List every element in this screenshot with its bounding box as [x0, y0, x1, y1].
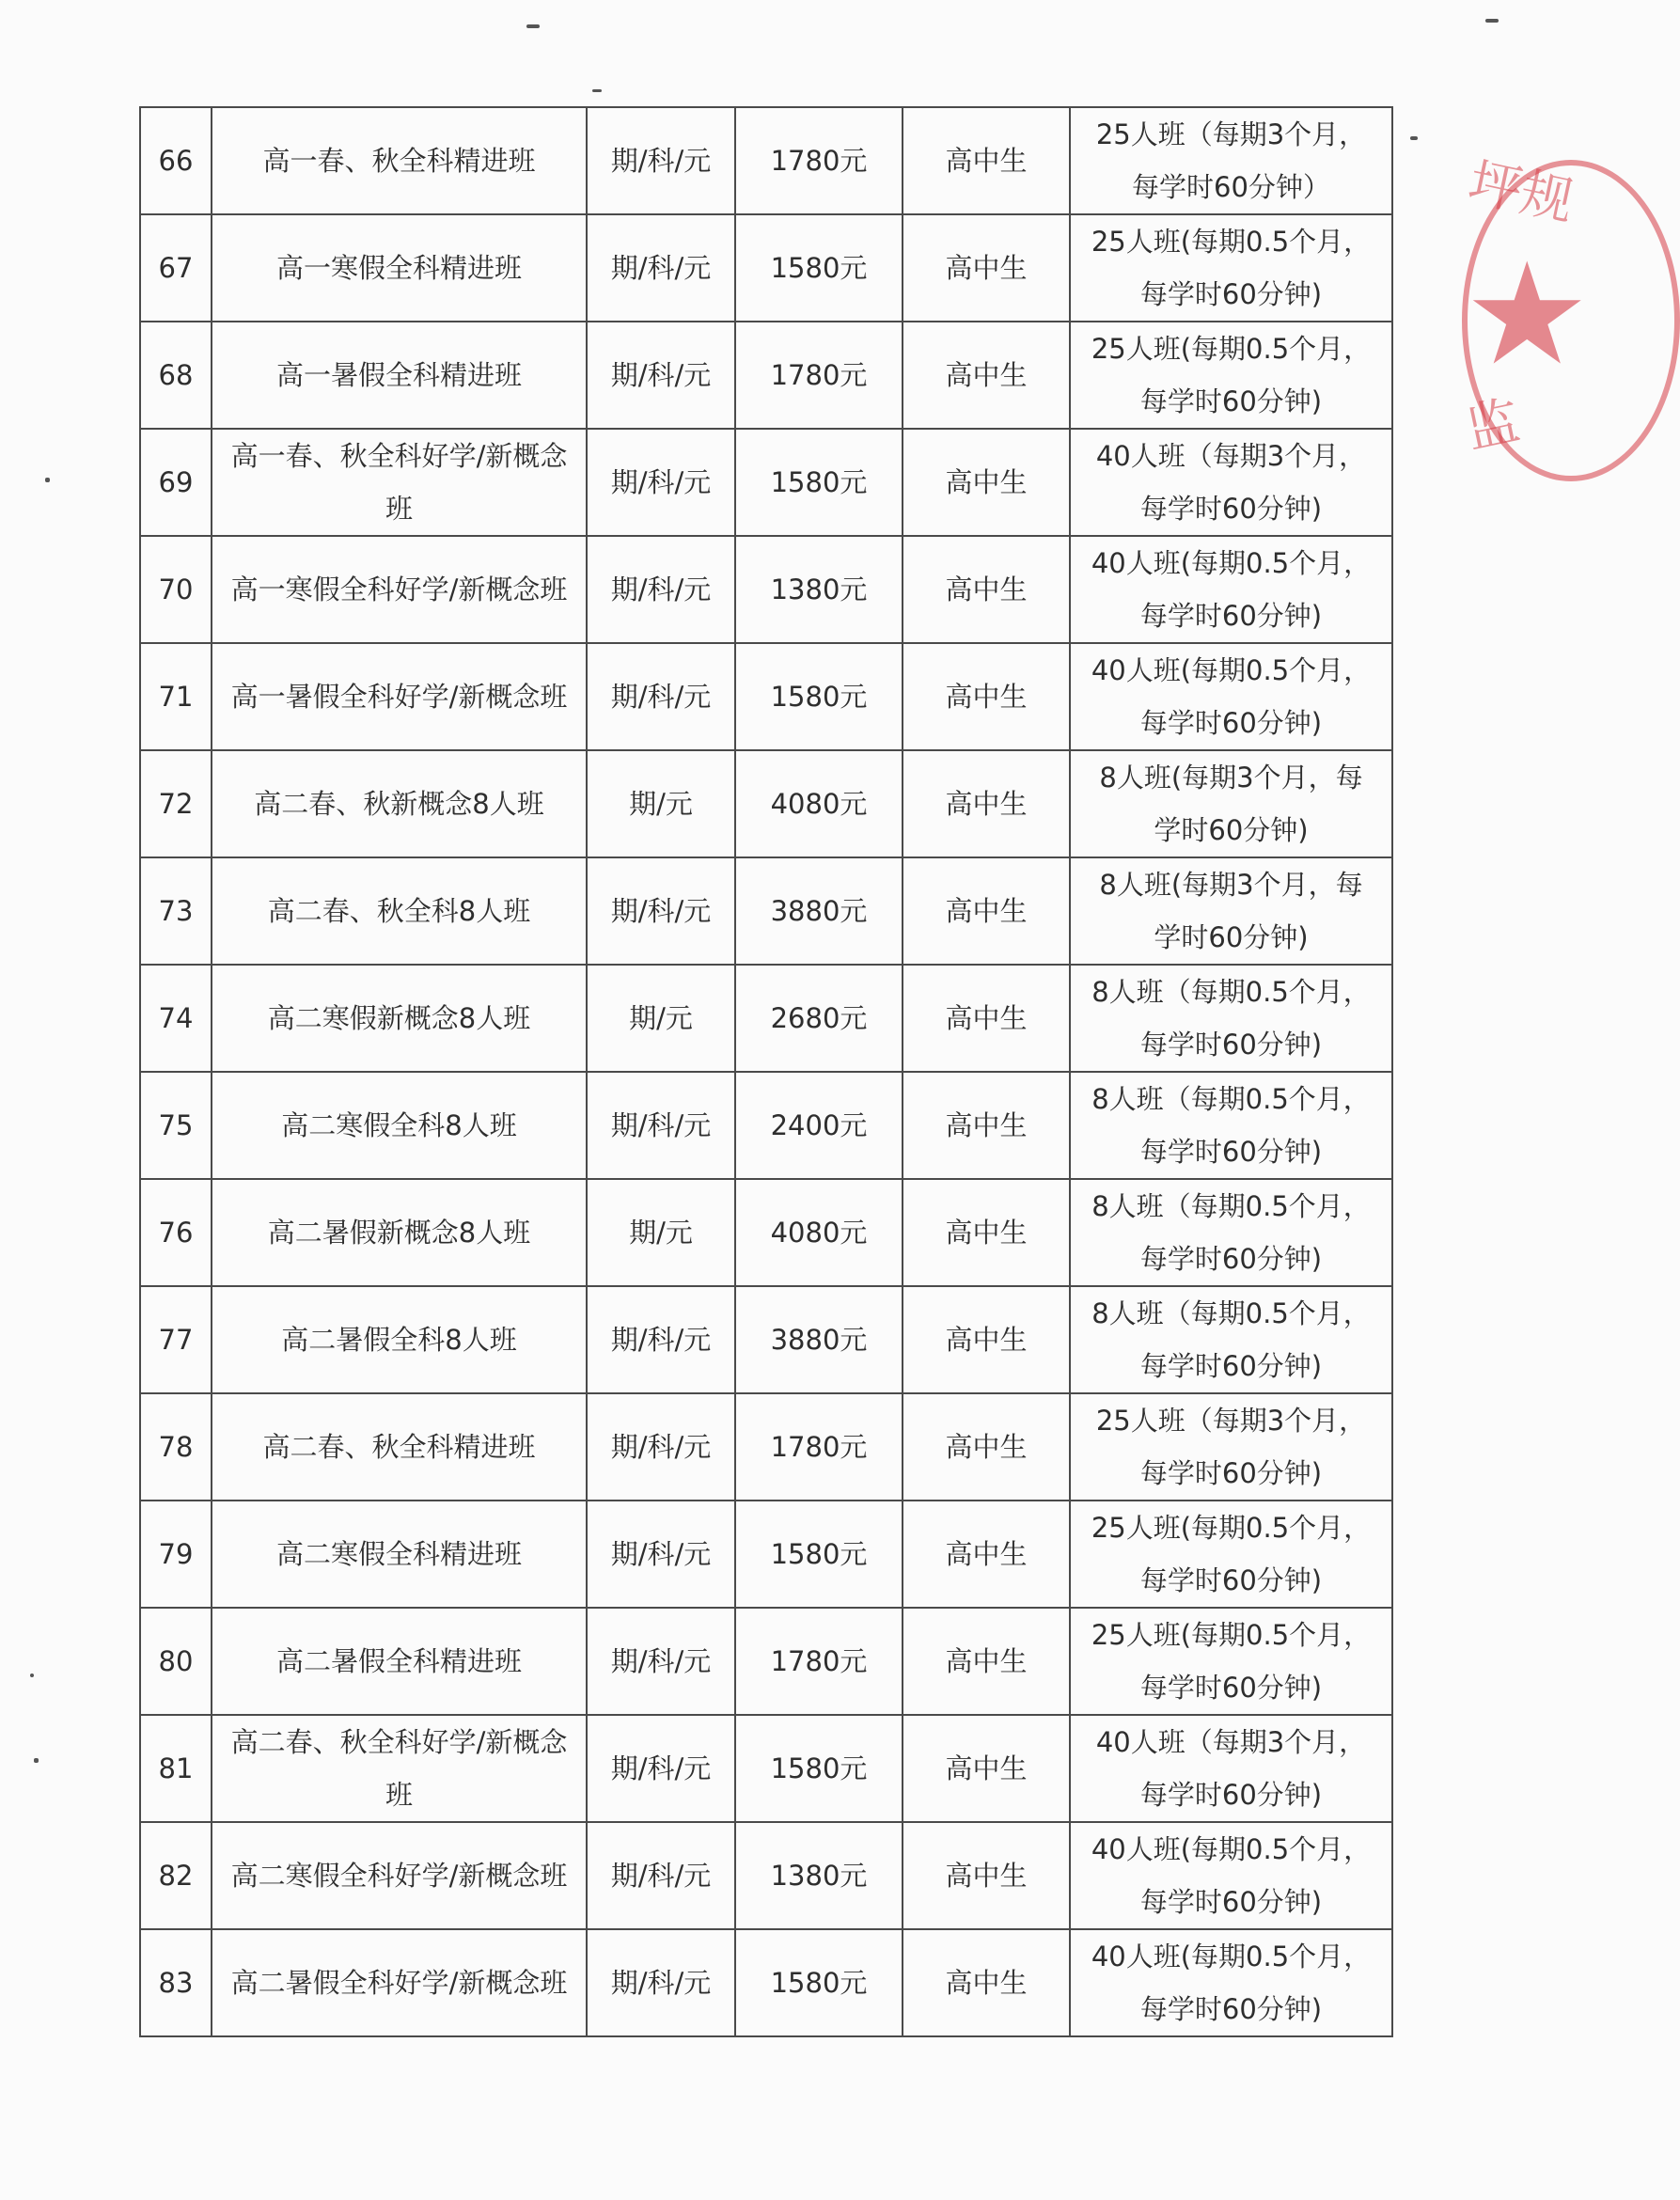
cell-price: 1780元 [735, 322, 903, 429]
cell-target: 高中生 [903, 857, 1070, 965]
cell-unit: 期/元 [587, 965, 735, 1072]
cell-price: 1580元 [735, 1501, 903, 1608]
cell-note [1070, 107, 1392, 214]
cell-price: 1580元 [735, 643, 903, 750]
table-row [140, 1072, 1392, 1179]
cell-course-name: 高一暑假全科好学/新概念班 [212, 643, 587, 750]
table-row [140, 750, 1392, 857]
cell-number: 72 [140, 750, 212, 857]
note-line: 8人班（每期0.5个月， [1091, 976, 1371, 1008]
cell-note [1070, 1929, 1392, 2036]
cell-number: 79 [140, 1501, 212, 1608]
cell-note [1070, 536, 1392, 643]
cell-note [1070, 1608, 1392, 1715]
scan-speck [45, 478, 50, 482]
cell-number: 68 [140, 322, 212, 429]
seal-ring [1462, 160, 1680, 481]
cell-course-name: 高二春、秋全科8人班 [212, 857, 587, 965]
cell-price: 2680元 [735, 965, 903, 1072]
cell-target: 高中生 [903, 1822, 1070, 1929]
table-row [140, 107, 1392, 214]
cell-note [1070, 965, 1392, 1072]
cell-unit: 期/科/元 [587, 1715, 735, 1822]
table-row [140, 1393, 1392, 1501]
fee-table [139, 106, 1393, 2037]
table-row [140, 322, 1392, 429]
cell-number: 71 [140, 643, 212, 750]
note-line: 每学时60分钟) [1139, 707, 1323, 739]
cell-unit: 期/科/元 [587, 1608, 735, 1715]
cell-price: 3880元 [735, 1286, 903, 1393]
cell-price: 1780元 [735, 107, 903, 214]
table-row [140, 1179, 1392, 1286]
cell-number: 78 [140, 1393, 212, 1501]
table-row [140, 1929, 1392, 2036]
cell-target: 高中生 [903, 1501, 1070, 1608]
note-line: 25人班(每期0.5个月， [1091, 1512, 1372, 1544]
cell-unit: 期/科/元 [587, 643, 735, 750]
cell-number: 76 [140, 1179, 212, 1286]
cell-note [1070, 1072, 1392, 1179]
note-line: 每学时60分钟) [1139, 278, 1323, 310]
cell-price: 2400元 [735, 1072, 903, 1179]
seal-text-bottom: 监 [1460, 389, 1526, 462]
cell-target: 高中生 [903, 1179, 1070, 1286]
table-row [140, 965, 1392, 1072]
note-line: 8人班(每期3个月，每 [1099, 869, 1363, 901]
note-line: 25人班(每期0.5个月， [1091, 333, 1372, 365]
table-row [140, 643, 1392, 750]
cell-number: 73 [140, 857, 212, 965]
table-row [140, 1822, 1392, 1929]
note-line: 每学时60分钟) [1139, 1779, 1323, 1811]
fee-table-body [140, 107, 1392, 2036]
cell-unit: 期/科/元 [587, 322, 735, 429]
table-row [140, 536, 1392, 643]
note-line: 每学时60分钟) [1139, 1029, 1323, 1061]
scan-speck [1410, 136, 1418, 140]
note-line: 25人班(每期0.5个月， [1091, 226, 1372, 258]
seal-text-top: 坪规 [1463, 150, 1579, 233]
cell-note [1070, 1286, 1392, 1393]
cell-note [1070, 857, 1392, 965]
table-row [140, 1608, 1392, 1715]
scan-speck [592, 89, 602, 92]
note-line: 40人班（每期3个月， [1095, 440, 1367, 472]
cell-course-name: 高二寒假全科好学/新概念班 [212, 1822, 587, 1929]
cell-note [1070, 1715, 1392, 1822]
note-line: 8人班(每期3个月，每 [1099, 762, 1363, 794]
cell-unit: 期/元 [587, 750, 735, 857]
note-line: 每学时60分钟) [1139, 385, 1323, 417]
cell-course-name: 高一春、秋全科好学/新概念班 [212, 429, 587, 536]
cell-number: 80 [140, 1608, 212, 1715]
note-line: 8人班（每期0.5个月， [1091, 1190, 1371, 1222]
note-line: 25人班（每期3个月， [1095, 1405, 1367, 1437]
cell-number: 77 [140, 1286, 212, 1393]
note-line: 每学时60分钟) [1139, 1564, 1323, 1596]
cell-target: 高中生 [903, 1393, 1070, 1501]
cell-unit: 期/科/元 [587, 429, 735, 536]
table-row [140, 1501, 1392, 1608]
cell-unit: 期/科/元 [587, 1393, 735, 1501]
cell-note [1070, 214, 1392, 322]
note-line: 每学时60分钟) [1139, 1243, 1323, 1275]
cell-note [1070, 1822, 1392, 1929]
note-line: 每学时60分钟) [1139, 1136, 1323, 1168]
cell-number: 66 [140, 107, 212, 214]
scan-speck [1485, 19, 1499, 23]
cell-number: 81 [140, 1715, 212, 1822]
note-line: 每学时60分钟） [1132, 171, 1330, 203]
cell-course-name: 高二春、秋全科精进班 [212, 1393, 587, 1501]
note-line: 40人班(每期0.5个月， [1091, 654, 1372, 686]
cell-target: 高中生 [903, 965, 1070, 1072]
cell-unit: 期/元 [587, 1179, 735, 1286]
note-line: 8人班（每期0.5个月， [1091, 1297, 1371, 1329]
cell-unit: 期/科/元 [587, 536, 735, 643]
cell-course-name: 高二寒假全科8人班 [212, 1072, 587, 1179]
cell-course-name: 高二暑假全科8人班 [212, 1286, 587, 1393]
note-line: 40人班(每期0.5个月， [1091, 1833, 1372, 1865]
cell-price: 4080元 [735, 1179, 903, 1286]
cell-number: 83 [140, 1929, 212, 2036]
cell-unit: 期/科/元 [587, 857, 735, 965]
scan-speck [526, 24, 540, 28]
note-line: 40人班(每期0.5个月， [1091, 1941, 1372, 1972]
cell-target: 高中生 [903, 1608, 1070, 1715]
cell-note [1070, 1179, 1392, 1286]
note-line: 学时60分钟) [1154, 814, 1309, 846]
note-line: 40人班（每期3个月， [1095, 1726, 1367, 1758]
cell-course-name: 高二春、秋新概念8人班 [212, 750, 587, 857]
note-line: 每学时60分钟) [1139, 1350, 1323, 1382]
cell-target: 高中生 [903, 643, 1070, 750]
cell-price: 3880元 [735, 857, 903, 965]
note-line: 每学时60分钟) [1139, 493, 1323, 525]
cell-course-name: 高一春、秋全科精进班 [212, 107, 587, 214]
cell-unit: 期/科/元 [587, 214, 735, 322]
cell-unit: 期/科/元 [587, 1286, 735, 1393]
cell-course-name: 高二暑假全科好学/新概念班 [212, 1929, 587, 2036]
table-row [140, 1715, 1392, 1822]
note-line: 每学时60分钟) [1139, 1457, 1323, 1489]
cell-target: 高中生 [903, 107, 1070, 214]
scan-speck [34, 1758, 39, 1763]
table-row [140, 214, 1392, 322]
cell-unit: 期/科/元 [587, 1072, 735, 1179]
table-row [140, 429, 1392, 536]
cell-course-name: 高二寒假全科精进班 [212, 1501, 587, 1608]
cell-target: 高中生 [903, 322, 1070, 429]
cell-target: 高中生 [903, 429, 1070, 536]
cell-note [1070, 1393, 1392, 1501]
cell-target: 高中生 [903, 1286, 1070, 1393]
cell-course-name: 高二暑假全科精进班 [212, 1608, 587, 1715]
cell-price: 1580元 [735, 1929, 903, 2036]
cell-unit: 期/科/元 [587, 1501, 735, 1608]
cell-target: 高中生 [903, 1072, 1070, 1179]
note-line: 学时60分钟) [1154, 921, 1309, 953]
cell-price: 1380元 [735, 536, 903, 643]
cell-price: 1780元 [735, 1608, 903, 1715]
note-line: 8人班（每期0.5个月， [1091, 1083, 1371, 1115]
cell-course-name: 高一暑假全科精进班 [212, 322, 587, 429]
cell-note [1070, 643, 1392, 750]
cell-unit: 期/科/元 [587, 1822, 735, 1929]
note-line: 每学时60分钟) [1139, 600, 1323, 632]
cell-note [1070, 429, 1392, 536]
table-row [140, 1286, 1392, 1393]
cell-price: 1580元 [735, 429, 903, 536]
cell-price: 1580元 [735, 214, 903, 322]
cell-note [1070, 322, 1392, 429]
cell-number: 70 [140, 536, 212, 643]
cell-price: 1580元 [735, 1715, 903, 1822]
note-line: 25人班(每期0.5个月， [1091, 1619, 1372, 1651]
cell-target: 高中生 [903, 214, 1070, 322]
scan-speck [30, 1674, 34, 1677]
note-line: 25人班（每期3个月， [1095, 118, 1367, 150]
note-line: 每学时60分钟) [1139, 1886, 1323, 1918]
cell-number: 74 [140, 965, 212, 1072]
cell-target: 高中生 [903, 536, 1070, 643]
cell-note [1070, 750, 1392, 857]
cell-number: 82 [140, 1822, 212, 1929]
note-line: 每学时60分钟) [1139, 1993, 1323, 2025]
cell-note [1070, 1501, 1392, 1608]
cell-course-name: 高一寒假全科好学/新概念班 [212, 536, 587, 643]
cell-price: 1380元 [735, 1822, 903, 1929]
cell-price: 4080元 [735, 750, 903, 857]
cell-course-name: 高二春、秋全科好学/新概念班 [212, 1715, 587, 1822]
cell-price: 1780元 [735, 1393, 903, 1501]
cell-unit: 期/科/元 [587, 1929, 735, 2036]
cell-course-name: 高二暑假新概念8人班 [212, 1179, 587, 1286]
cell-target: 高中生 [903, 1715, 1070, 1822]
note-line: 40人班(每期0.5个月， [1091, 547, 1372, 579]
official-seal [1452, 141, 1603, 508]
cell-number: 69 [140, 429, 212, 536]
note-line: 每学时60分钟) [1139, 1672, 1323, 1704]
cell-target: 高中生 [903, 750, 1070, 857]
table-row [140, 857, 1392, 965]
cell-course-name: 高一寒假全科精进班 [212, 214, 587, 322]
cell-number: 75 [140, 1072, 212, 1179]
cell-course-name: 高二寒假新概念8人班 [212, 965, 587, 1072]
star-icon: ★ [1464, 233, 1591, 397]
cell-target: 高中生 [903, 1929, 1070, 2036]
cell-number: 67 [140, 214, 212, 322]
cell-unit: 期/科/元 [587, 107, 735, 214]
